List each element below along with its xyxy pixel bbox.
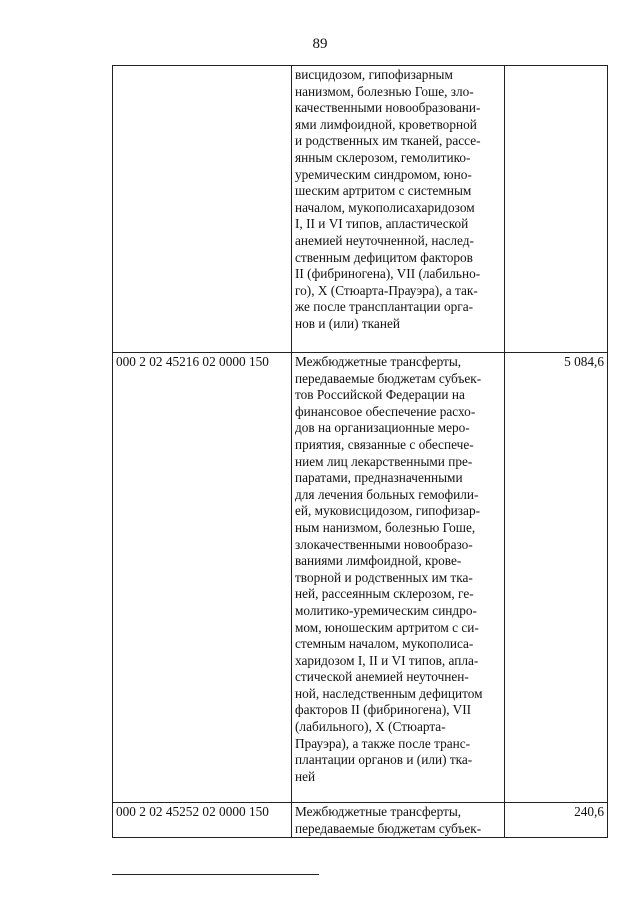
description-cell <box>292 353 505 803</box>
description-line: шеским артритом с системным <box>295 183 472 199</box>
description-line: ней, рассеянным склерозом, ге- <box>295 586 474 602</box>
description-line: ей, муковисцидозом, гипофизар- <box>295 503 481 519</box>
description-line: качественными новообразовани- <box>295 100 481 116</box>
table-row <box>113 803 608 838</box>
description-line: и родственных им тканей, рассе- <box>295 133 481 149</box>
description-line: нанизмом, болезнью Гоше, зло- <box>295 83 474 99</box>
description-line: тов Российской Федерации на <box>295 387 465 403</box>
description-line: началом, мукополисахаридозом <box>295 199 475 215</box>
description-line: плантации органов и (или) тка- <box>295 752 473 768</box>
description-line: передаваемые бюджетам субъек- <box>295 370 482 386</box>
description-line: янным склерозом, гемолитико- <box>295 149 471 165</box>
description-line: передаваемые бюджетам субъек- <box>295 820 482 836</box>
description-line: Межбюджетные трансферты, <box>295 804 462 819</box>
amount-cell: 240,6 <box>505 803 608 838</box>
description-line: Межбюджетные трансферты, <box>295 354 462 369</box>
footnote-separator <box>112 874 319 875</box>
description-line: I, II и VI типов, апластической <box>295 216 469 232</box>
description-line: приятия, связанные с обеспече- <box>295 436 474 452</box>
description-line: висцидозом, гипофизарным <box>295 67 453 82</box>
amount-cell <box>505 66 608 353</box>
description-line: же после трансплантации орга- <box>295 299 474 315</box>
description-line: ным нанизмом, болезнью Гоше, <box>295 519 476 535</box>
description-line: го), X (Стюарта-Прауэра), а так- <box>295 282 478 298</box>
description-line: факторов II (фибриногена), VII <box>295 702 472 718</box>
description-line: ней <box>295 768 316 784</box>
description-line: мом, юношеским артритом с си- <box>295 619 479 635</box>
table-row <box>113 353 608 803</box>
description-line: для лечения больных гемофили- <box>295 486 479 502</box>
description-line: стической анемией неуточнен- <box>295 669 469 685</box>
description-line: II (фибриногена), VII (лабильно- <box>295 266 481 282</box>
description-line: уремическим синдромом, юно- <box>295 166 472 182</box>
description-line: ственным дефицитом факторов <box>295 249 473 265</box>
description-cell <box>292 66 505 353</box>
description-line: нов и (или) тканей <box>295 315 400 331</box>
description-line: ной, наследственным дефицитом <box>295 685 483 701</box>
description-line: паратами, предназначенными <box>295 470 463 486</box>
description-line: молитико-уремическим синдро- <box>295 602 477 618</box>
description-line: Прауэра), а также после транс- <box>295 735 471 751</box>
description-line: стемным началом, мукополиса- <box>295 636 474 652</box>
description-line: харидозом I, II и VI типов, апла- <box>295 652 479 668</box>
budget-code-cell: 000 2 02 45216 02 0000 150 <box>113 353 292 803</box>
budget-code-cell <box>113 66 292 353</box>
budget-table <box>112 65 608 838</box>
description-line: творной и родственных им тка- <box>295 569 473 585</box>
description-line: (лабильного), X (Стюарта- <box>295 719 446 735</box>
description-cell <box>292 803 505 838</box>
page-number: 89 <box>312 36 328 52</box>
description-line: дов на организационные меро- <box>295 420 470 436</box>
budget-code-cell: 000 2 02 45252 02 0000 150 <box>113 803 292 838</box>
description-line: злокачественными новообразо- <box>295 536 473 552</box>
description-line: ями лимфоидной, кроветворной <box>295 116 477 132</box>
description-line: анемией неуточненной, наслед- <box>295 232 474 248</box>
amount-cell: 5 084,6 <box>505 353 608 803</box>
description-line: ваниями лимфоидной, крове- <box>295 553 462 569</box>
description-line: финансовое обеспечение расхо- <box>295 403 476 419</box>
description-line: нием лиц лекарственными пре- <box>295 453 473 469</box>
table-row <box>113 66 608 353</box>
